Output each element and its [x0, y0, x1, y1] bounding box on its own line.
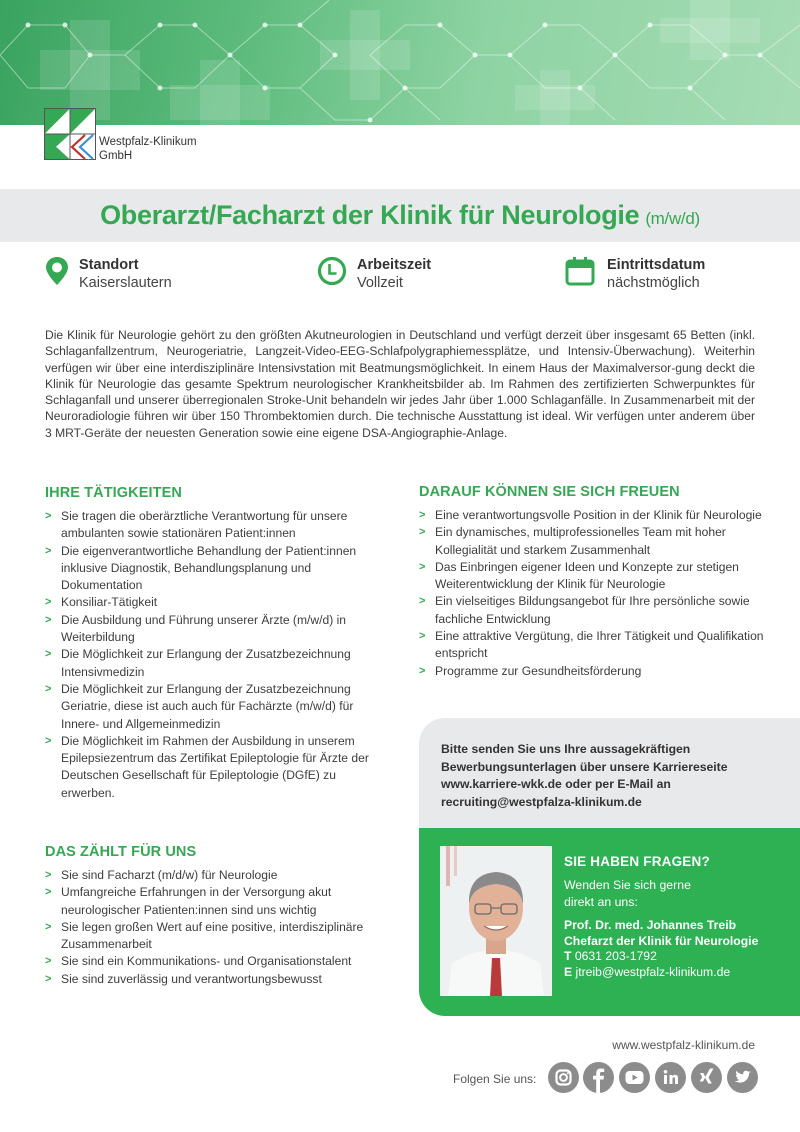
contact-box	[419, 828, 800, 1016]
list-item	[45, 646, 390, 681]
list-item-text: Die Möglichkeit zur Erlangung der Zusatzbezeichnung Intensivmedizin	[61, 647, 351, 679]
list-item	[45, 508, 390, 543]
bullet-chevron-icon: >	[45, 544, 52, 557]
list-item-text: Programme zur Gesundheitsförderung	[435, 663, 642, 678]
list-item	[45, 953, 390, 970]
list-item-text: Die Möglichkeit zur Erlangung der Zusatzbezeichnung Geriatrie, diese ist auch auch für Fachärzte (m/w/d) für Innere- und Allgemeinmedizin	[61, 681, 354, 731]
job-title-suffix: (m/w/d)	[645, 209, 700, 228]
bullet-chevron-icon: >	[419, 560, 426, 573]
list-item-text: Ein vielseitiges Bildungsangebot für Ihre persönliche sowie fachliche Entwicklung	[435, 594, 750, 626]
list-item-text: Sie sind zuverlässig und verantwortungsbewusst	[61, 971, 322, 986]
section-zaehlt	[45, 844, 390, 988]
bullet-chevron-icon: >	[45, 613, 52, 626]
info-eintrittsdatum-value: nächstmöglich	[607, 275, 700, 291]
info-standort-value: Kaiserslautern	[79, 275, 172, 291]
bullet-chevron-icon: >	[419, 509, 426, 521]
list-item	[419, 524, 764, 559]
list-item	[45, 594, 390, 611]
header-banner	[0, 0, 800, 125]
bullet-chevron-icon: >	[45, 972, 52, 985]
list-item	[419, 663, 764, 680]
list-item-text: Eine verantwortungsvolle Position in der Klinik für Neurologie	[435, 508, 762, 522]
bullet-chevron-icon: >	[45, 510, 52, 522]
section-heading: DAS ZÄHLT FÜR UNS	[45, 844, 197, 860]
section-heading: IHRE TÄTIGKEITEN	[45, 485, 182, 501]
job-title	[100, 200, 700, 231]
list-item	[419, 559, 764, 594]
info-standort-label: Standort	[79, 257, 139, 273]
list-item-text: Ein dynamisches, multiprofessionelles Team mit hoher Kollegialität und starkem Zusammenhalt	[435, 525, 726, 557]
contact-details	[564, 854, 794, 980]
info-arbeitszeit-value: Vollzeit	[357, 275, 403, 291]
list-item-text: Sie sind ein Kommunikations- und Organisationstalent	[61, 954, 352, 969]
section-freuen	[419, 484, 764, 680]
follow-label: Folgen Sie uns:	[453, 1072, 537, 1086]
job-title-text: Oberarzt/Facharzt der Klinik für Neurologie	[100, 200, 640, 230]
list-item-text: Die Ausbildung und Führung unserer Ärzte (m/w/d) in Weiterbildung	[61, 612, 347, 645]
bullet-list	[419, 507, 764, 680]
organization-name-line2: GmbH	[99, 150, 133, 162]
bullet-chevron-icon: >	[45, 734, 52, 747]
list-item-text: Sie tragen die oberärztliche Verantwortung für unsere ambulanten sowie stationären Patient:innen	[61, 509, 348, 541]
bullet-chevron-icon: >	[45, 869, 52, 881]
career-site-link[interactable]: www.karriere-wkk.de oder per E-Mail an	[441, 777, 671, 792]
list-item	[45, 612, 390, 647]
list-item	[45, 733, 390, 802]
list-item	[45, 919, 390, 954]
bullet-chevron-icon: >	[419, 630, 426, 643]
list-item-text: Das Einbringen eigener Ideen und Konzepte zur stetigen Weiterentwicklung der Klinik für Neurologie	[435, 559, 739, 592]
bullet-chevron-icon: >	[419, 664, 426, 677]
application-info-box	[419, 718, 800, 828]
contact-lead	[564, 877, 794, 910]
westpfalz-klinikum-logo	[44, 108, 96, 160]
bullet-list	[45, 508, 390, 802]
calendar-icon	[565, 256, 595, 286]
bullet-list	[45, 867, 390, 988]
contact-lead-line2: direkt an uns:	[564, 894, 638, 909]
intro-paragraph: Die Klinik für Neurologie gehört zu den größten Akutneurologien in Deutschland und verfügt derzeit über insgesamt 65 Betten (inkl. Schlaganfallzentrum, Neurogeriatrie, Langzeit-Video-EEG-Schlafpolygraphiemessplätze, und Intensiv-Überwachung). Weiterhin verfügen wir über eine interdisziplinäre Intensivstation mit Beatmungsmöglichkeit. In einem Haus der Maximalversor-gung deckt die Klinik für Neurologie das gesamte Spektrum neurologischer Krankheitsbilder ab. Im Rahmen des zertifizierten Schwerpunktes für Schlaganfall und unserer überregionalen Stroke-Unit behandeln wir jedes Jahr über 1.000 Schlaganfälle. In Zusammenarbeit mit der Neuroradiologie führen wir über 150 Thrombektomien durch. Die technische Ausstattung ist ideal. Wir verfügen unter anderem über 3 MRT-Geräte der neuesten Generation sowie eine eigene DSA-Angiographie-Anlage.	[45, 328, 755, 440]
recruiting-email-link[interactable]: recruiting@westpfalza-klinikum.de	[441, 794, 642, 809]
list-item-text: Konsiliar-Tätigkeit	[61, 595, 158, 610]
list-item-text: Sie sind Facharzt (m/d/w) für Neurologie	[61, 868, 278, 882]
list-item	[45, 543, 390, 595]
bullet-chevron-icon: >	[45, 955, 52, 968]
organization-name	[99, 135, 197, 163]
bullet-chevron-icon: >	[45, 596, 52, 609]
youtube-icon[interactable]	[619, 1062, 650, 1093]
bullet-chevron-icon: >	[45, 920, 52, 933]
bullet-chevron-icon: >	[45, 886, 52, 899]
bullet-chevron-icon: >	[45, 682, 52, 695]
list-item-text: Die Möglichkeit im Rahmen der Ausbildung in unserem Epilepsiezentrum das Zertifikat Epileptologie für Ärzte der Deutschen Gesellschaft für Epileptologie (DGfE) zu erwerben.	[61, 733, 369, 800]
info-eintrittsdatum-label: Eintrittsdatum	[607, 257, 706, 273]
bullet-chevron-icon: >	[419, 526, 426, 539]
application-line-1: Bitte senden Sie uns Ihre aussagekräftigen	[441, 742, 691, 756]
list-item	[45, 867, 390, 884]
info-arbeitszeit-label: Arbeitszeit	[357, 257, 432, 273]
linkedin-icon[interactable]	[655, 1062, 686, 1093]
info-eintrittsdatum	[565, 256, 705, 293]
contact-photo	[440, 846, 552, 996]
list-item	[419, 507, 764, 524]
contact-heading: SIE HABEN FRAGEN?	[564, 854, 710, 869]
contact-lead-line1: Wenden Sie sich gerne	[564, 878, 691, 892]
bullet-chevron-icon: >	[45, 648, 52, 661]
website-link[interactable]: www.westpfalz-klinikum.de	[612, 1038, 755, 1052]
info-standort	[45, 256, 172, 293]
list-item-text: Sie legen großen Wert auf eine positive, interdisziplinäre Zusammenarbeit	[61, 919, 364, 952]
list-item-text: Die eigenverantwortliche Behandlung der Patient:innen inklusive Diagnostik, Behandlungsplanung und Dokumentation	[61, 543, 357, 593]
section-heading: DARAUF KÖNNEN SIE SICH FREUEN	[419, 484, 680, 500]
contact-role: Chefarzt der Klinik für Neurologie	[564, 933, 759, 948]
hexagon-pattern	[0, 0, 800, 125]
phone-label: T	[564, 949, 572, 963]
list-item	[45, 971, 390, 988]
job-title-bar	[0, 189, 800, 242]
twitter-icon[interactable]	[727, 1062, 758, 1093]
instagram-icon[interactable]	[548, 1062, 579, 1093]
phone-number[interactable]: 0631 203-1792	[574, 949, 657, 963]
info-arbeitszeit	[317, 256, 431, 293]
list-item	[419, 593, 764, 628]
email-label: E	[564, 964, 573, 979]
list-item	[45, 884, 390, 919]
list-item	[419, 628, 764, 663]
location-pin-icon	[45, 256, 69, 286]
list-item-text: Umfangreiche Erfahrungen in der Versorgung akut neurologischer Patienten:innen sind uns wichtig	[61, 885, 332, 917]
contact-email[interactable]	[564, 965, 794, 981]
list-item	[45, 681, 390, 733]
contact-name: Prof. Dr. med. Johannes Treib	[564, 918, 737, 932]
facebook-icon[interactable]	[583, 1062, 614, 1093]
section-taetigkeiten	[45, 485, 390, 802]
xing-icon[interactable]	[691, 1062, 722, 1093]
organization-name-line1: Westpfalz-Klinikum	[99, 136, 197, 148]
contact-phone[interactable]	[564, 949, 794, 965]
application-line-2: Bewerbungsunterlagen über unsere Karriereseite	[441, 759, 728, 774]
bullet-chevron-icon: >	[419, 595, 426, 608]
list-item-text: Eine attraktive Vergütung, die Ihrer Tätigkeit und Qualifikation entspricht	[435, 629, 764, 661]
email-address[interactable]: jtreib@westpfalz-klinikum.de	[575, 964, 731, 979]
application-text	[441, 741, 791, 811]
clock-icon	[317, 256, 347, 286]
portrait-image	[440, 846, 552, 996]
